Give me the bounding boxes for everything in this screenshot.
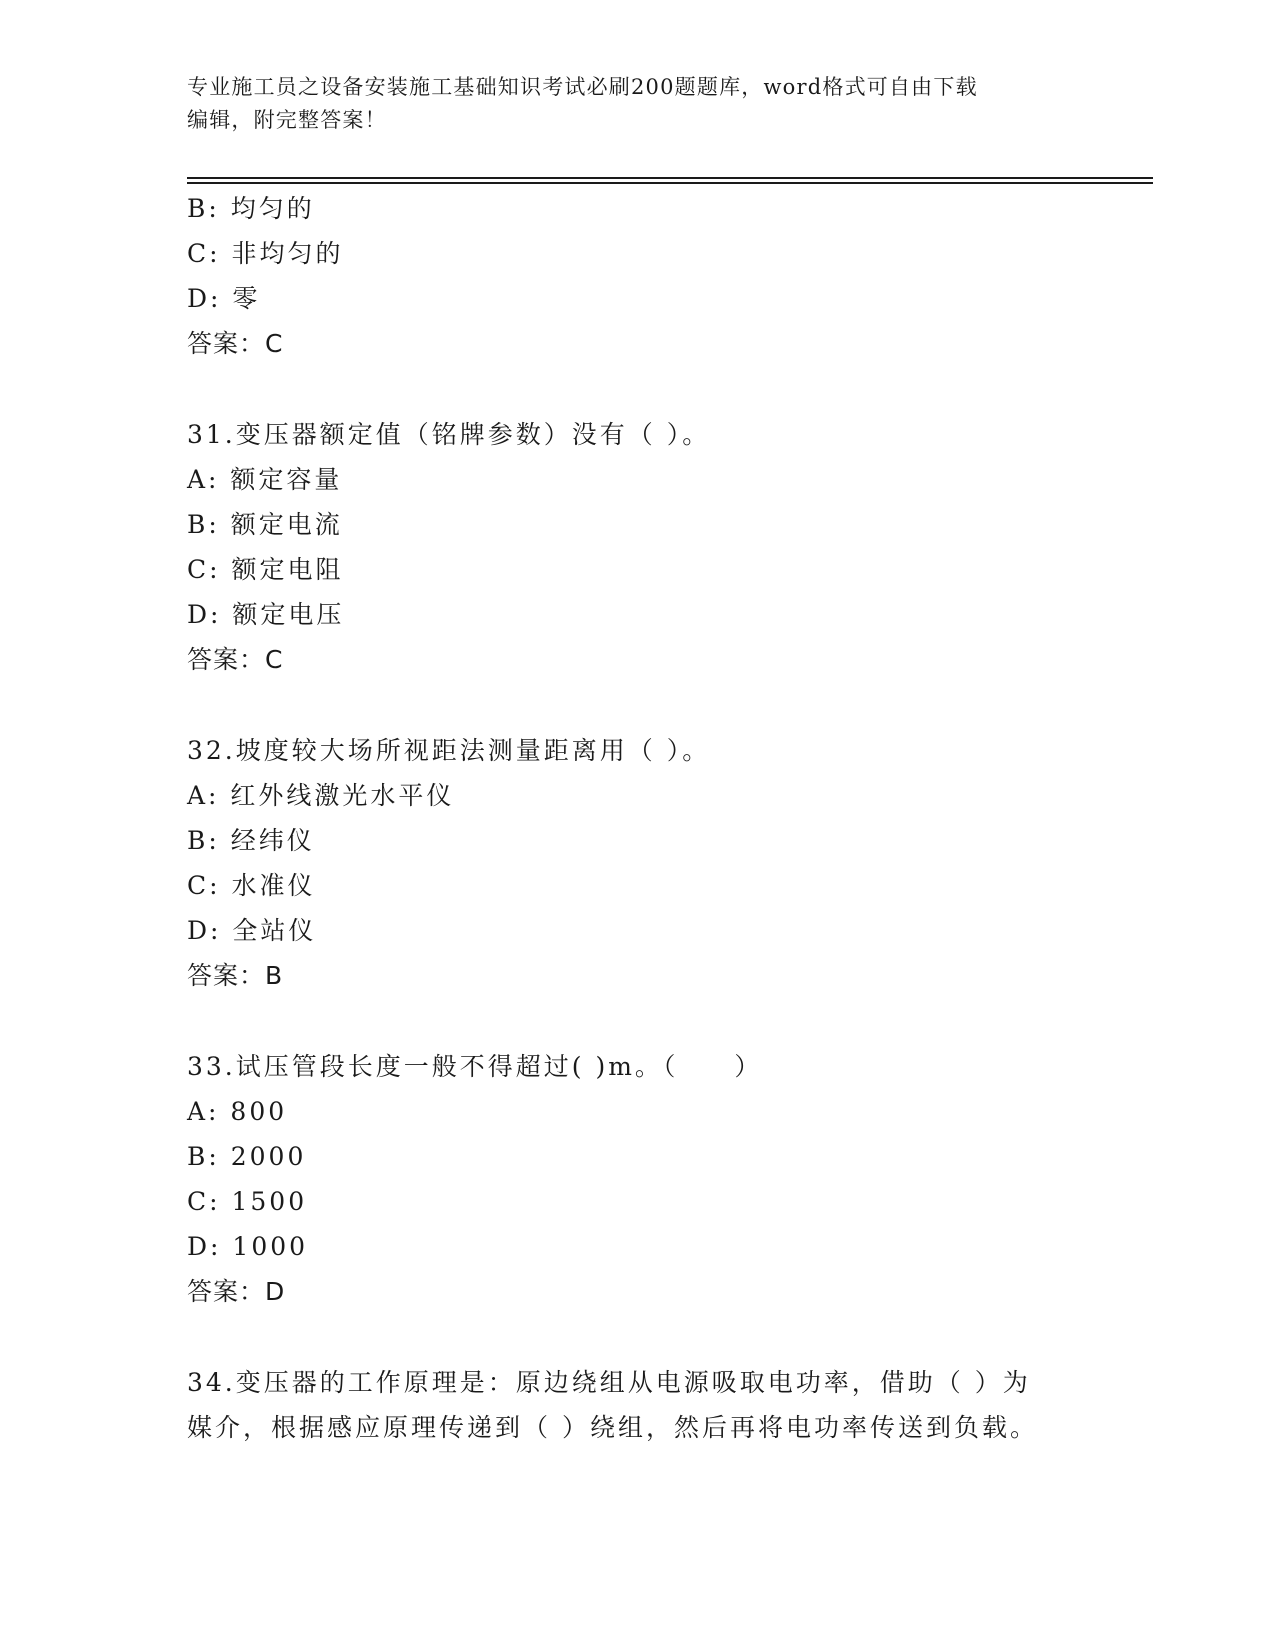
q33-option-a: A: 800 xyxy=(187,1097,288,1126)
q31-option-b: B: 额定电流 xyxy=(187,510,343,539)
q33-option-d: D: 1000 xyxy=(187,1232,309,1261)
q30-answer: 答案：C xyxy=(187,329,284,358)
header-divider-top xyxy=(187,177,1153,179)
q32-question: 32.坡度较大场所视距法测量距离用（ ）。 xyxy=(187,736,711,765)
document-header xyxy=(187,71,1087,137)
q33-question: 33.试压管段长度一般不得超过( )m。（ ） xyxy=(187,1052,763,1081)
q31-option-a: A: 额定容量 xyxy=(187,465,343,494)
q31-option-d: D: 额定电压 xyxy=(187,600,345,629)
q34-question-line-2: 媒介，根据感应原理传递到（ ）绕组，然后再将电功率传送到负载。 xyxy=(187,1413,1038,1442)
q31-option-c: C: 额定电阻 xyxy=(187,555,344,584)
q30-option-b: B: 均匀的 xyxy=(187,194,315,223)
q32-option-a: A: 红外线激光水平仪 xyxy=(187,781,455,810)
q32-option-b: B: 经纬仪 xyxy=(187,826,315,855)
header-title-line-2: 编辑，附完整答案！ xyxy=(187,108,387,132)
q30-option-d: D: 零 xyxy=(187,284,261,313)
q32-answer: 答案：B xyxy=(187,961,284,990)
q32-option-c: C: 水准仪 xyxy=(187,871,316,900)
q32-option-d: D: 全站仪 xyxy=(187,916,317,945)
q33-answer: 答案：D xyxy=(187,1277,286,1306)
q34-question-line-1: 34.变压器的工作原理是：原边绕组从电源吸取电功率，借助（ ）为 xyxy=(187,1368,1031,1397)
header-title-line-1: 专业施工员之设备安装施工基础知识考试必刷200题题库，word格式可自由下载 xyxy=(187,75,978,99)
header-divider-bottom xyxy=(187,182,1153,184)
q33-option-c: C: 1500 xyxy=(187,1187,308,1216)
q31-question: 31.变压器额定值（铭牌参数）没有（ ）。 xyxy=(187,420,711,449)
q33-option-b: B: 2000 xyxy=(187,1142,307,1171)
q30-option-c: C: 非均匀的 xyxy=(187,239,344,268)
q31-answer: 答案：C xyxy=(187,645,284,674)
